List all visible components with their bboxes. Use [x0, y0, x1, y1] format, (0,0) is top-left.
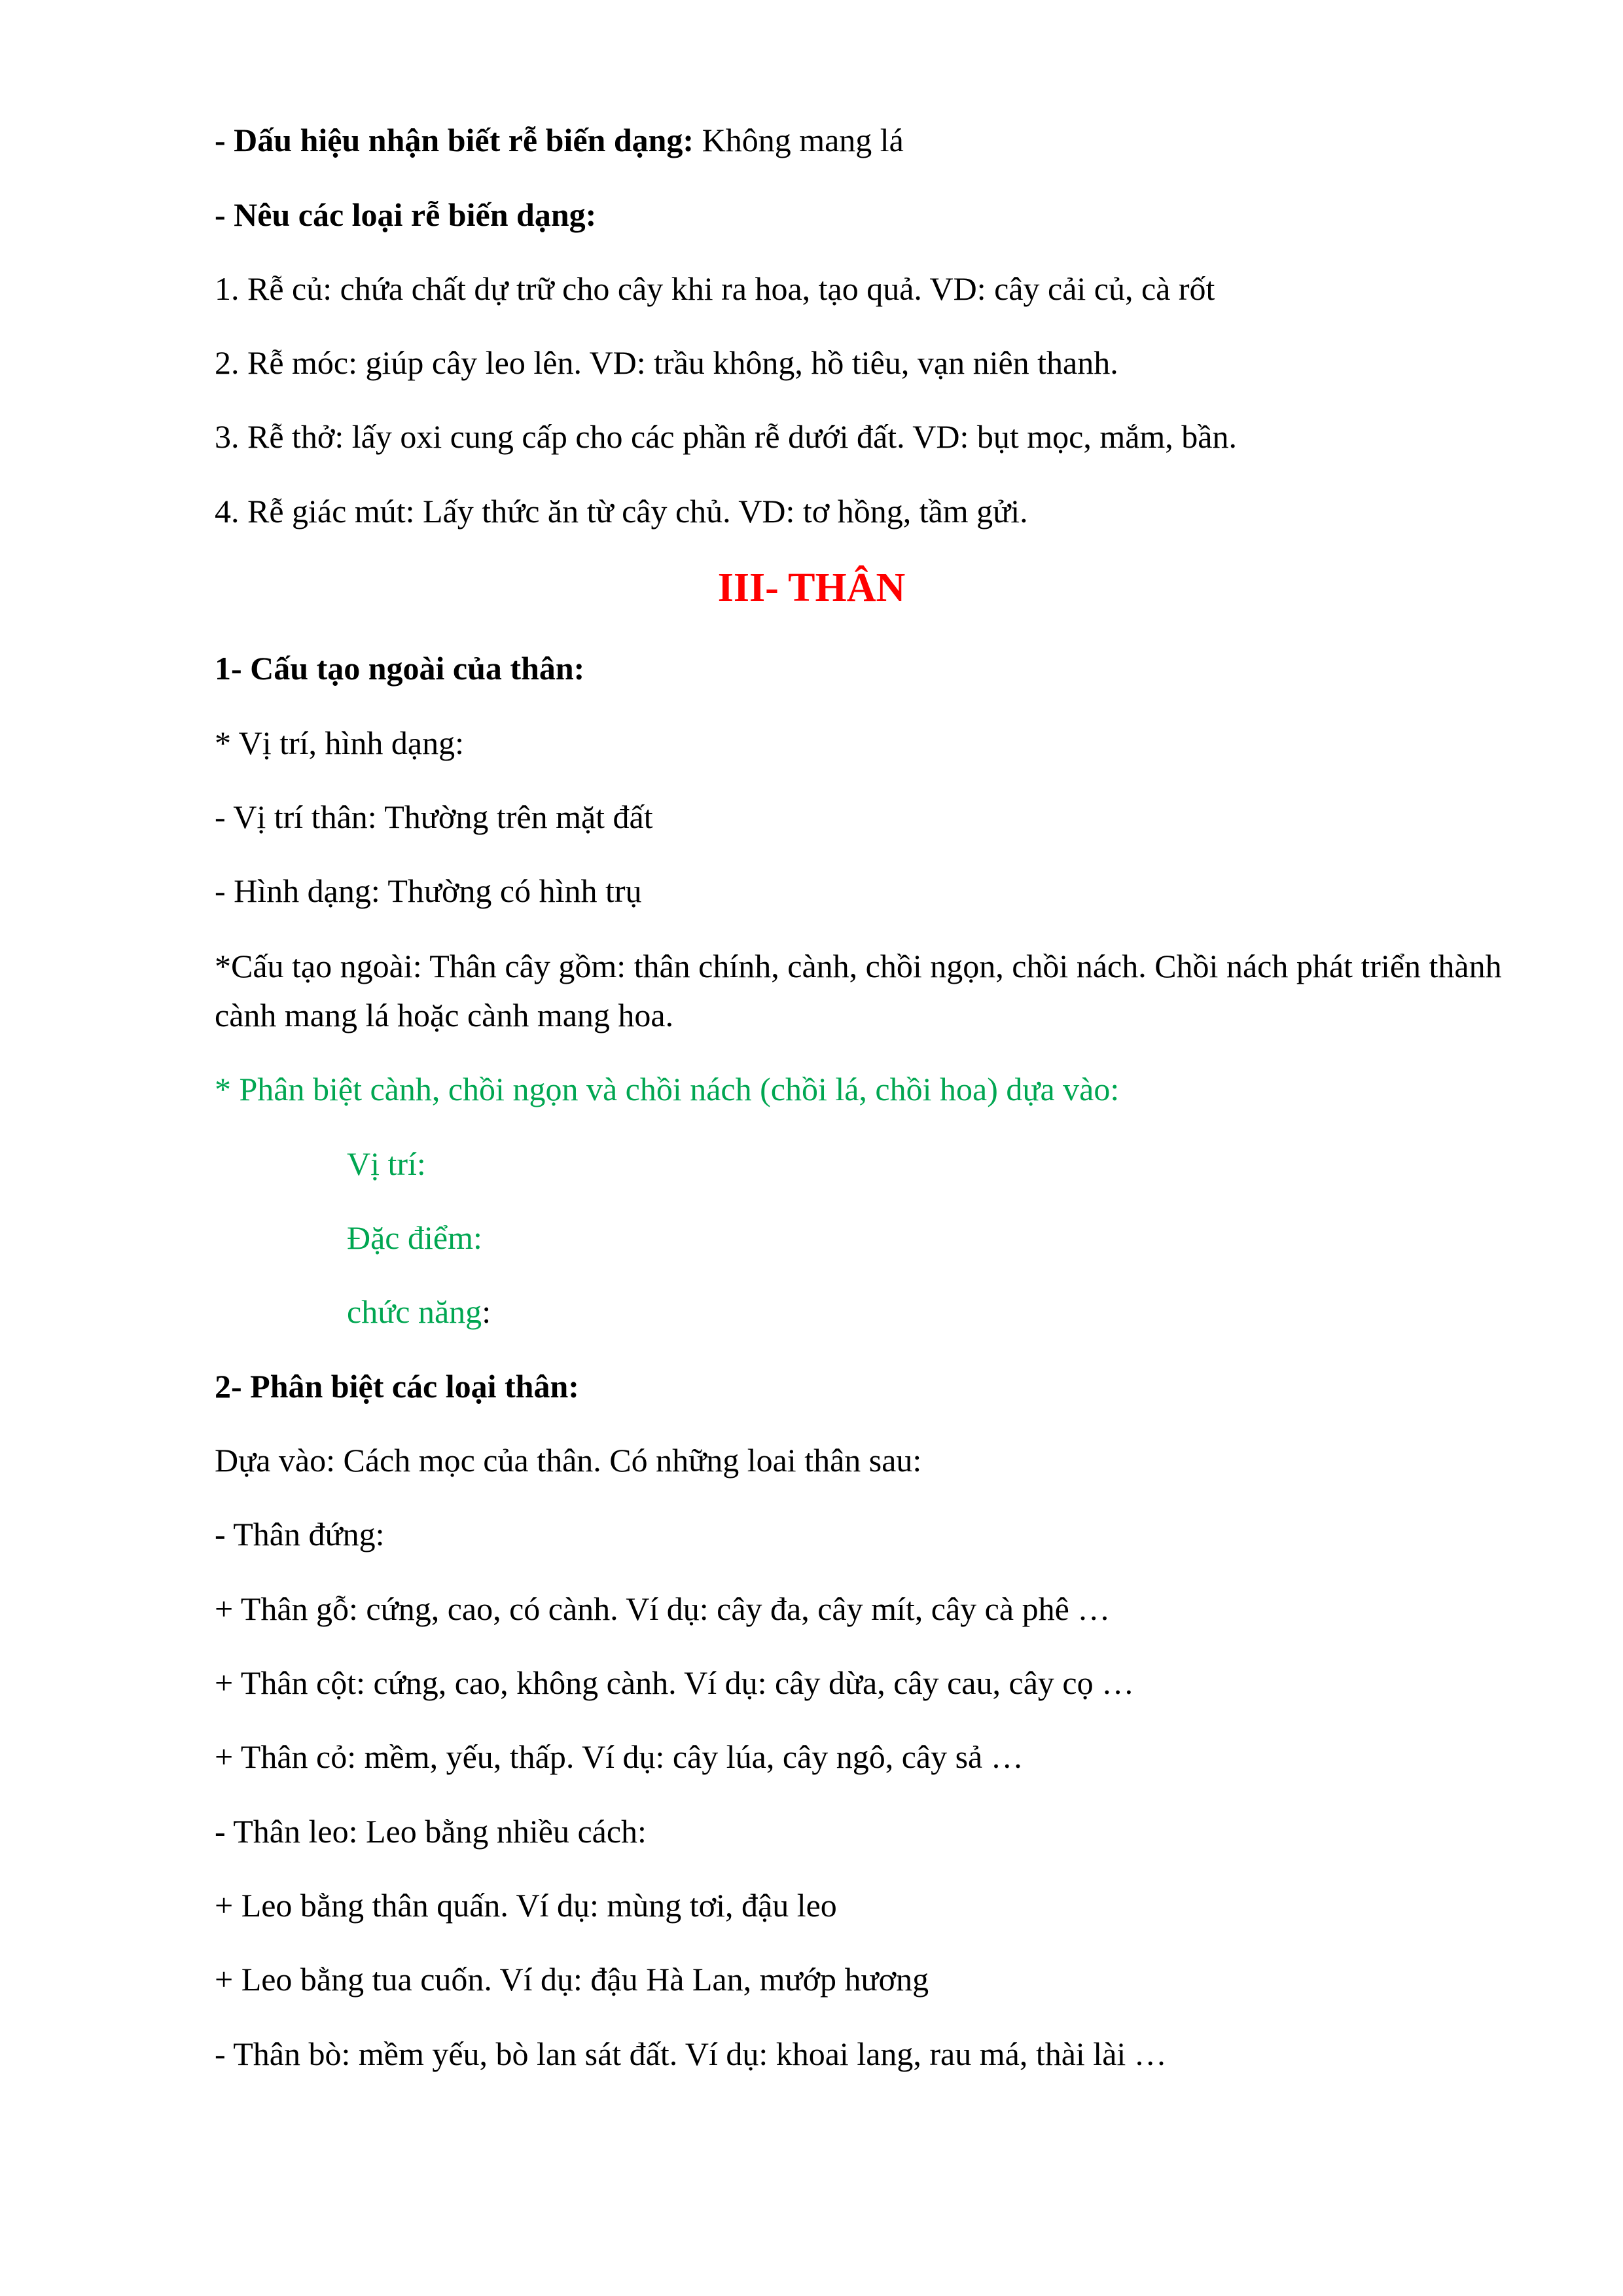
stem-column: + Thân cột: cứng, cao, không cành. Ví dụ: cây dừa, cây cau, cây cọ …: [215, 1664, 1135, 1701]
root-types-label: - Nêu các loại rễ biến dạng:: [215, 196, 597, 233]
criterion-position: Vị trí:: [347, 1145, 426, 1182]
stem-outer-structure: *Cấu tạo ngoài: Thân cây gồm: thân chính, cành, chồi ngọn, chồi nách. Chồi nách phát triển thành cành mang lá hoặc cành mang hoa.: [215, 948, 1502, 1033]
stem-based-on: Dựa vào: Cách mọc của thân. Có những loai thân sau:: [215, 1442, 922, 1479]
root-type-item-2: 2. Rễ móc: giúp cây leo lên. VD: trầu không, hồ tiêu, vạn niên thanh.: [215, 344, 1118, 381]
stem-section2-title: 2- Phân biệt các loại thân:: [215, 1368, 579, 1405]
stem-distinguish: * Phân biệt cành, chồi ngọn và chồi nách (chồi lá, chồi hoa) dựa vào:: [215, 1071, 1120, 1107]
root-sign-value: Không mang lá: [694, 122, 904, 158]
stem-position-shape-label: * Vị trí, hình dạng:: [215, 725, 465, 761]
stem-creeping: - Thân bò: mềm yếu, bò lan sát đất. Ví dụ: khoai lang, rau má, thài lài …: [215, 2036, 1167, 2072]
section-heading-stem: III- THÂN: [717, 565, 906, 610]
stem-tendril: + Leo bằng tua cuốn. Ví dụ: đậu Hà Lan, mướp hương: [215, 1961, 929, 1998]
root-type-item-4: 4. Rễ giác mút: Lấy thức ăn từ cây chủ. VD: tơ hồng, tầm gửi.: [215, 493, 1028, 529]
root-type-item-1: 1. Rễ củ: chứa chất dự trữ cho cây khi ra hoa, tạo quả. VD: cây cải củ, cà rốt: [215, 270, 1215, 307]
criterion-function: [347, 1288, 1623, 1336]
stem-section1-title: 1- Cấu tạo ngoài của thân:: [215, 650, 585, 687]
stem-upright: - Thân đứng:: [215, 1516, 385, 1552]
criterion-feature: Đặc điểm:: [347, 1219, 482, 1256]
stem-herb: + Thân cỏ: mềm, yếu, thấp. Ví dụ: cây lúa, cây ngô, cây sả …: [215, 1738, 1024, 1775]
root-type-item-3: 3. Rễ thở: lấy oxi cung cấp cho các phần rễ dưới đất. VD: bụt mọc, mắm, bần.: [215, 418, 1237, 455]
stem-shape: - Hình dạng: Thường có hình trụ: [215, 872, 642, 909]
stem-woody: + Thân gỗ: cứng, cao, có cành. Ví dụ: cây đa, cây mít, cây cà phê …: [215, 1590, 1111, 1627]
root-sign-line: [215, 117, 1563, 164]
criterion-function-colon: :: [482, 1293, 491, 1330]
stem-climbing: - Thân leo: Leo bằng nhiều cách:: [215, 1813, 647, 1850]
root-sign-label: - Dấu hiệu nhận biết rễ biến dạng:: [215, 122, 694, 158]
stem-twining: + Leo bằng thân quấn. Ví dụ: mùng tơi, đậu leo: [215, 1887, 837, 1924]
stem-position: - Vị trí thân: Thường trên mặt đất: [215, 798, 653, 835]
criterion-function-word: chức năng: [347, 1293, 482, 1330]
